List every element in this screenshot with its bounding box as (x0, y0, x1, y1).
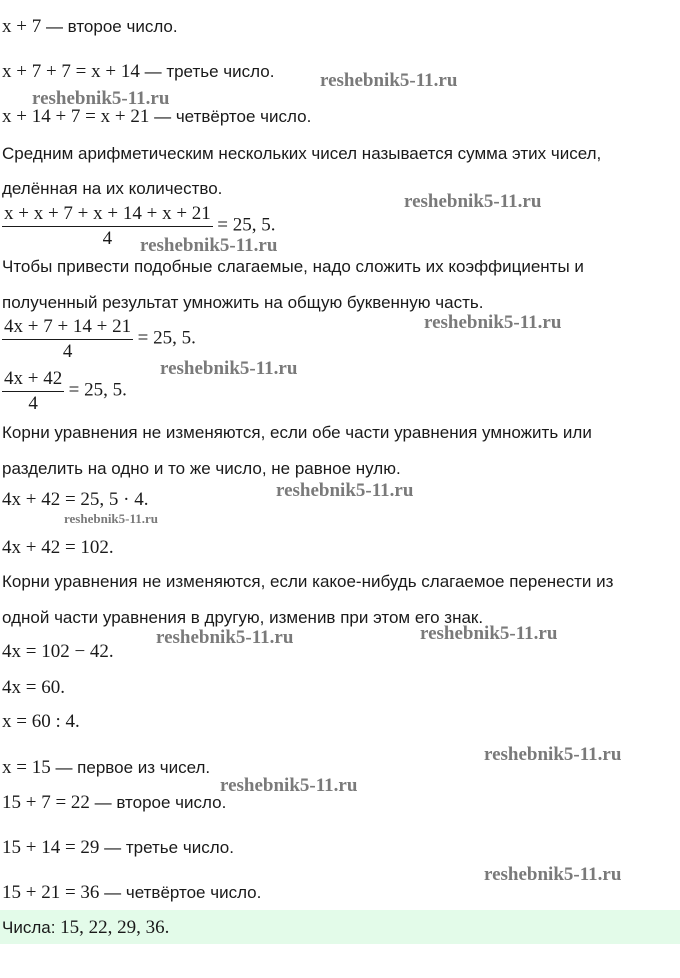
result-fourth-number (2, 882, 261, 904)
paragraph-roots-transfer-2: одной части уравнения в другую, изменив при этом его знак. (2, 608, 484, 627)
math-expression: x + 14 + 7 = x + 21 (2, 106, 150, 127)
math-expression: x + 7 (2, 16, 42, 37)
math-expression: 15 + 7 = 22 (2, 792, 90, 813)
line-third-number (2, 61, 274, 83)
equation-step-3: 4x = 102 − 42. (2, 641, 114, 662)
math-expression: x + 7 + 7 = x + 14 (2, 61, 140, 82)
fraction-numerator: 4x + 42 (2, 368, 64, 392)
answer-line (2, 917, 169, 939)
watermark: reshebnik5-11.ru (420, 623, 558, 644)
math-expression: x = 15 (2, 757, 51, 778)
text-label: — третье число. (139, 62, 275, 81)
text-label: — третье число. (99, 838, 234, 857)
paragraph-like-terms-2: полученный результат умножить на общую буквенную часть. (2, 293, 484, 312)
text-label: — четвёртое число. (149, 107, 312, 126)
math-expression: 15 + 14 = 29 (2, 837, 100, 858)
watermark: reshebnik5-11.ru (32, 88, 170, 109)
fraction-denominator: 4 (102, 228, 113, 249)
fraction-equation-2 (2, 316, 196, 363)
watermark: reshebnik5-11.ru (484, 744, 622, 765)
paragraph-mean-def-2: делённая на их количество. (2, 179, 223, 198)
watermark: reshebnik5-11.ru (276, 480, 414, 501)
equation-step-5: x = 60 : 4. (2, 711, 80, 732)
paragraph-mean-def-1: Средним арифметическим нескольких чисел называется сумма этих чисел, (2, 144, 602, 163)
text-label: — второе число. (41, 17, 178, 36)
fraction (2, 316, 133, 363)
equation-step-4: 4x = 60. (2, 677, 65, 698)
paragraph-roots-multiply-1: Корни уравнения не изменяются, если обе части уравнения умножить или (2, 423, 592, 442)
line-second-number (2, 16, 178, 38)
fraction-denominator: 4 (28, 393, 38, 414)
watermark: reshebnik5-11.ru (404, 191, 542, 212)
equation-step-2: 4x + 42 = 102. (2, 537, 114, 558)
answer-label: Числа: (2, 918, 61, 937)
fraction-denominator: 4 (62, 341, 73, 362)
fraction-numerator: x + x + 7 + x + 14 + x + 21 (2, 203, 213, 227)
text-label: — первое из чисел. (50, 758, 211, 777)
watermark: reshebnik5-11.ru (140, 235, 278, 256)
result-first-number (2, 757, 210, 779)
fraction-equation-3 (2, 368, 127, 415)
paragraph-roots-transfer-1: Корни уравнения не изменяются, если какое-нибудь слагаемое перенести из (2, 572, 614, 591)
watermark: reshebnik5-11.ru (484, 864, 622, 885)
watermark: reshebnik5-11.ru (320, 70, 458, 91)
result-second-number (2, 792, 226, 814)
equation-rhs: = 25, 5. (68, 379, 127, 401)
equation-rhs: = 25, 5. (137, 327, 196, 349)
watermark: reshebnik5-11.ru (64, 511, 159, 526)
watermark: reshebnik5-11.ru (220, 775, 358, 796)
answer-box (0, 910, 680, 944)
paragraph-like-terms-1: Чтобы привести подобные слагаемые, надо сложить их коэффициенты и (2, 257, 584, 276)
equation-rhs: = 25, 5. (217, 214, 276, 236)
watermark: reshebnik5-11.ru (156, 627, 294, 648)
text-label: — четвёртое число. (99, 883, 262, 902)
result-third-number (2, 837, 234, 859)
answer-value: 15, 22, 29, 36. (60, 917, 170, 938)
equation-step-1: 4x + 42 = 25, 5 · 4. (2, 489, 149, 510)
watermark: reshebnik5-11.ru (160, 358, 298, 379)
fraction-numerator: 4x + 7 + 14 + 21 (2, 316, 133, 340)
watermark: reshebnik5-11.ru (424, 312, 562, 333)
math-expression: 15 + 21 = 36 (2, 882, 100, 903)
paragraph-roots-multiply-2: разделить на одно и то же число, не равное нулю. (2, 459, 401, 478)
text-label: — второе число. (89, 793, 227, 812)
fraction (2, 368, 64, 415)
